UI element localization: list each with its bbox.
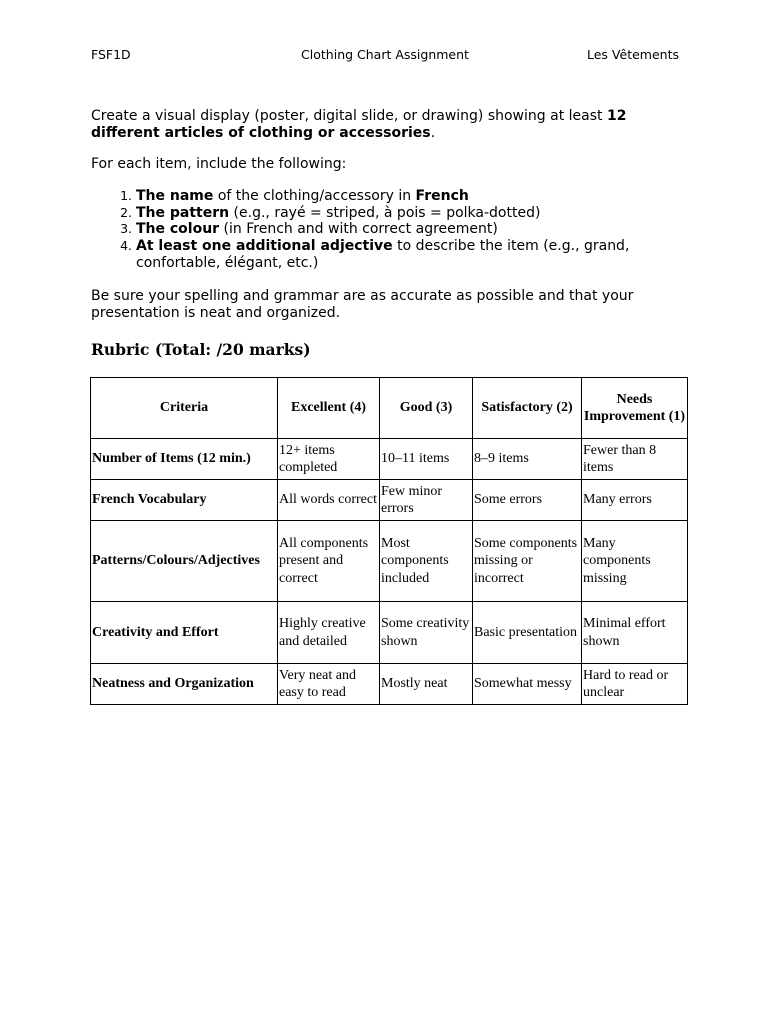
table-row — [91, 521, 688, 602]
table-cell: Many errors — [582, 480, 688, 521]
rubric-title: Rubric (Total: /20 marks) — [91, 340, 311, 359]
header-cell: Needs Improvement (1) — [582, 378, 688, 439]
table-cell: Somewhat messy — [473, 664, 582, 705]
header-topic: Les Vêtements — [587, 47, 679, 62]
header-cell: Satisfactory (2) — [473, 378, 582, 439]
list-item — [136, 205, 696, 222]
table-cell: Very neat and easy to read — [278, 664, 380, 705]
intro-emphasis: 12 different articles of clothing or accessories — [91, 108, 627, 141]
table-row — [91, 439, 688, 480]
intro-period: . — [430, 124, 436, 141]
table-cell: 10–11 items — [380, 439, 473, 480]
criteria-cell: Neatness and Organization — [91, 664, 278, 705]
criteria-cell: Creativity and Effort — [91, 602, 278, 664]
item-text: (in French and with correct agreement) — [219, 221, 498, 238]
list-item — [136, 238, 696, 271]
table-cell: Fewer than 8 items — [582, 439, 688, 480]
table-cell: Minimal effort shown — [582, 602, 688, 664]
table-cell: Many components missing — [582, 521, 688, 602]
header-title: Clothing Chart Assignment — [301, 47, 469, 62]
closing-paragraph: Be sure your spelling and grammar are as accurate as possible and that your presentation is neat and organized. — [91, 288, 634, 321]
item-keyword: At least one additional adjective — [136, 238, 393, 255]
intro-paragraph — [91, 108, 681, 141]
rubric-table — [90, 377, 688, 705]
list-item — [136, 221, 696, 238]
table-row — [91, 480, 688, 521]
item-text: (e.g., rayé = striped, à pois = polka-dotted) — [229, 204, 541, 221]
table-cell: Some errors — [473, 480, 582, 521]
table-cell: Few minor errors — [380, 480, 473, 521]
header-course-code: FSF1D — [91, 47, 131, 62]
header-cell: Criteria — [91, 378, 278, 439]
item-keyword-2: French — [415, 188, 469, 204]
table-cell: Some creativity shown — [380, 602, 473, 664]
table-cell: Most components included — [380, 521, 473, 602]
item-text: of the clothing/accessory in — [213, 188, 416, 204]
table-cell: Hard to read or unclear — [582, 664, 688, 705]
table-cell: Basic presentation — [473, 602, 582, 664]
intro-text: Create a visual display (poster, digital slide, or drawing) showing at least — [91, 108, 607, 124]
criteria-cell: Patterns/Colours/Adjectives — [91, 521, 278, 602]
page-header — [91, 47, 679, 65]
table-row — [91, 602, 688, 664]
list-item — [136, 188, 696, 205]
header-cell: Excellent (4) — [278, 378, 380, 439]
table-cell: Some components missing or incorrect — [473, 521, 582, 602]
table-cell: All components present and correct — [278, 521, 380, 602]
table-cell: 8–9 items — [473, 439, 582, 480]
item-text: to describe the item (e.g., grand, confortable, élégant, etc.) — [136, 238, 630, 271]
item-keyword: The pattern — [136, 204, 230, 221]
table-cell: Mostly neat — [380, 664, 473, 705]
requirements-list — [91, 188, 696, 272]
criteria-cell: Number of Items (12 min.) — [91, 439, 278, 480]
header-cell: Good (3) — [380, 378, 473, 439]
item-keyword: The colour — [136, 221, 220, 238]
table-cell: 12+ items completed — [278, 439, 380, 480]
item-keyword: The name — [136, 188, 214, 204]
table-row — [91, 664, 688, 705]
criteria-cell: French Vocabulary — [91, 480, 278, 521]
table-cell: All words correct — [278, 480, 380, 521]
table-cell: Highly creative and detailed — [278, 602, 380, 664]
instructions-lead: For each item, include the following: — [91, 156, 347, 172]
table-header-row — [91, 378, 688, 439]
